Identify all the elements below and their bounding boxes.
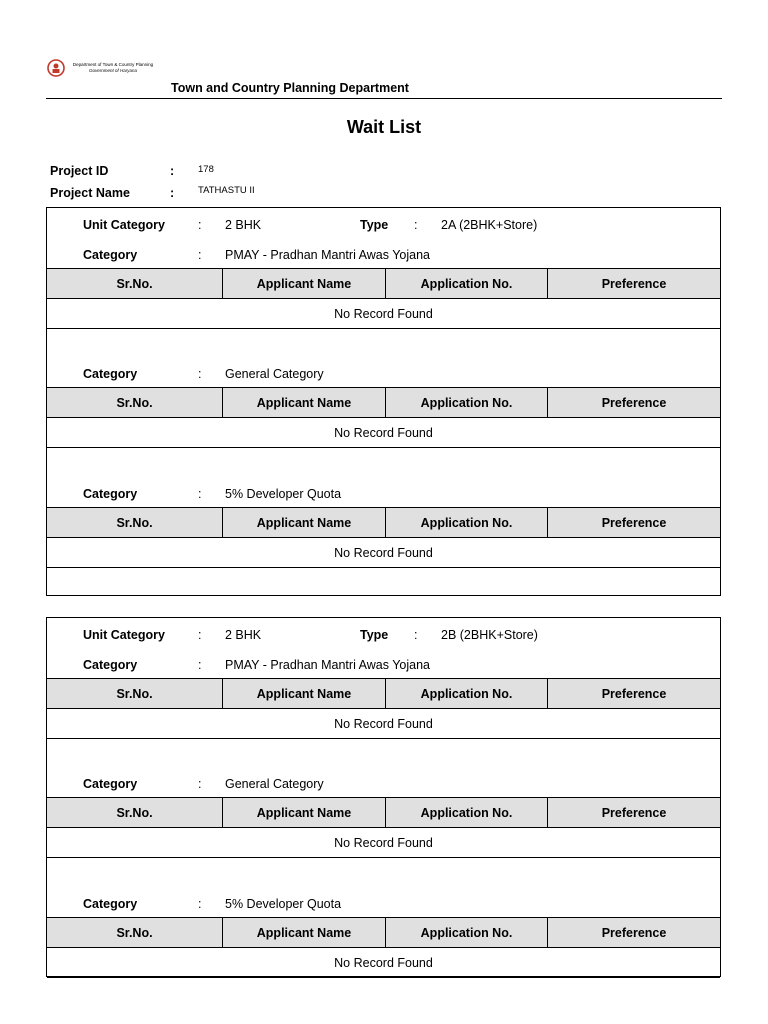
sr-no-header: Sr.No. [116, 686, 153, 701]
type-label: Type [360, 628, 389, 642]
application-no-header: Application No. [385, 269, 547, 298]
type-value: 2A (2BHK+Store) [441, 218, 538, 232]
type-colon: : [414, 218, 418, 232]
category-value: PMAY - Pradhan Mantri Awas Yojana [225, 248, 430, 262]
category-colon: : [198, 897, 202, 911]
application-no-header: Application No. [385, 798, 547, 827]
category-label: Category [83, 777, 138, 791]
unit-category-label: Unit Category [83, 628, 165, 642]
applicant-name-header: Applicant Name [222, 388, 385, 417]
project-name-colon: : [170, 186, 175, 200]
sr-no-header: Sr.No. [116, 805, 153, 820]
table-header [47, 268, 720, 299]
department-emblem-icon [46, 58, 66, 78]
no-record-row: No Record Found [47, 538, 720, 568]
type-colon: : [414, 628, 418, 642]
project-id-label: Project ID [50, 164, 109, 178]
category-value: 5% Developer Quota [225, 897, 342, 911]
application-no-header: Application No. [385, 918, 547, 947]
applicant-name-header: Applicant Name [222, 269, 385, 298]
application-no-header: Application No. [385, 679, 547, 708]
category-colon: : [198, 658, 202, 672]
emblem-caption-line1: Department of Town & Country Planning [72, 62, 154, 67]
table-header [47, 507, 720, 538]
unit-block [46, 617, 721, 977]
type-label: Type [360, 218, 389, 232]
applicant-name-header: Applicant Name [222, 508, 385, 537]
department-name: Town and Country Planning Department [171, 81, 409, 95]
sr-no-header: Sr.No. [116, 515, 153, 530]
project-name-value: TATHASTU II [198, 185, 255, 196]
application-no-header: Application No. [385, 388, 547, 417]
category-colon: : [198, 367, 202, 381]
emblem-caption-line2: Government of Haryana [88, 67, 138, 73]
unit-block [46, 207, 721, 596]
category-label: Category [83, 487, 138, 501]
preference-header: Preference [547, 388, 720, 417]
project-id-value: 178 [198, 164, 214, 175]
page-title: Wait List [346, 117, 422, 137]
no-record-row: No Record Found [47, 418, 720, 448]
no-record-row: No Record Found [47, 709, 720, 739]
preference-header: Preference [547, 508, 720, 537]
preference-header: Preference [547, 679, 720, 708]
category-colon: : [198, 248, 202, 262]
category-colon: : [198, 777, 202, 791]
unit-category-colon: : [198, 628, 202, 642]
unit-category-value: 2 BHK [225, 628, 262, 642]
table-header [47, 797, 720, 828]
table-header [47, 917, 720, 948]
header-divider [46, 98, 722, 99]
no-record-row: No Record Found [47, 299, 720, 329]
unit-category-label: Unit Category [83, 218, 165, 232]
preference-header: Preference [547, 798, 720, 827]
preference-header: Preference [547, 918, 720, 947]
sr-no-header: Sr.No. [116, 276, 153, 291]
type-value: 2B (2BHK+Store) [441, 628, 538, 642]
applicant-name-header: Applicant Name [222, 679, 385, 708]
applicant-name-header: Applicant Name [222, 798, 385, 827]
category-label: Category [83, 367, 138, 381]
category-colon: : [198, 487, 202, 501]
sr-no-header: Sr.No. [116, 395, 153, 410]
table-header [47, 678, 720, 709]
applicant-name-header: Applicant Name [222, 918, 385, 947]
category-value: 5% Developer Quota [225, 487, 342, 501]
project-id-colon: : [170, 164, 175, 178]
emblem-caption [68, 62, 158, 73]
sr-no-header: Sr.No. [116, 925, 153, 940]
category-value: General Category [225, 777, 324, 791]
preference-header: Preference [547, 269, 720, 298]
application-no-header: Application No. [385, 508, 547, 537]
no-record-row: No Record Found [47, 828, 720, 858]
unit-category-colon: : [198, 218, 202, 232]
category-value: General Category [225, 367, 324, 381]
project-name-label: Project Name [50, 186, 130, 200]
category-value: PMAY - Pradhan Mantri Awas Yojana [225, 658, 430, 672]
category-label: Category [83, 658, 138, 672]
category-label: Category [83, 248, 138, 262]
category-label: Category [83, 897, 138, 911]
no-record-row: No Record Found [47, 948, 720, 978]
table-header [47, 387, 720, 418]
unit-category-value: 2 BHK [225, 218, 262, 232]
